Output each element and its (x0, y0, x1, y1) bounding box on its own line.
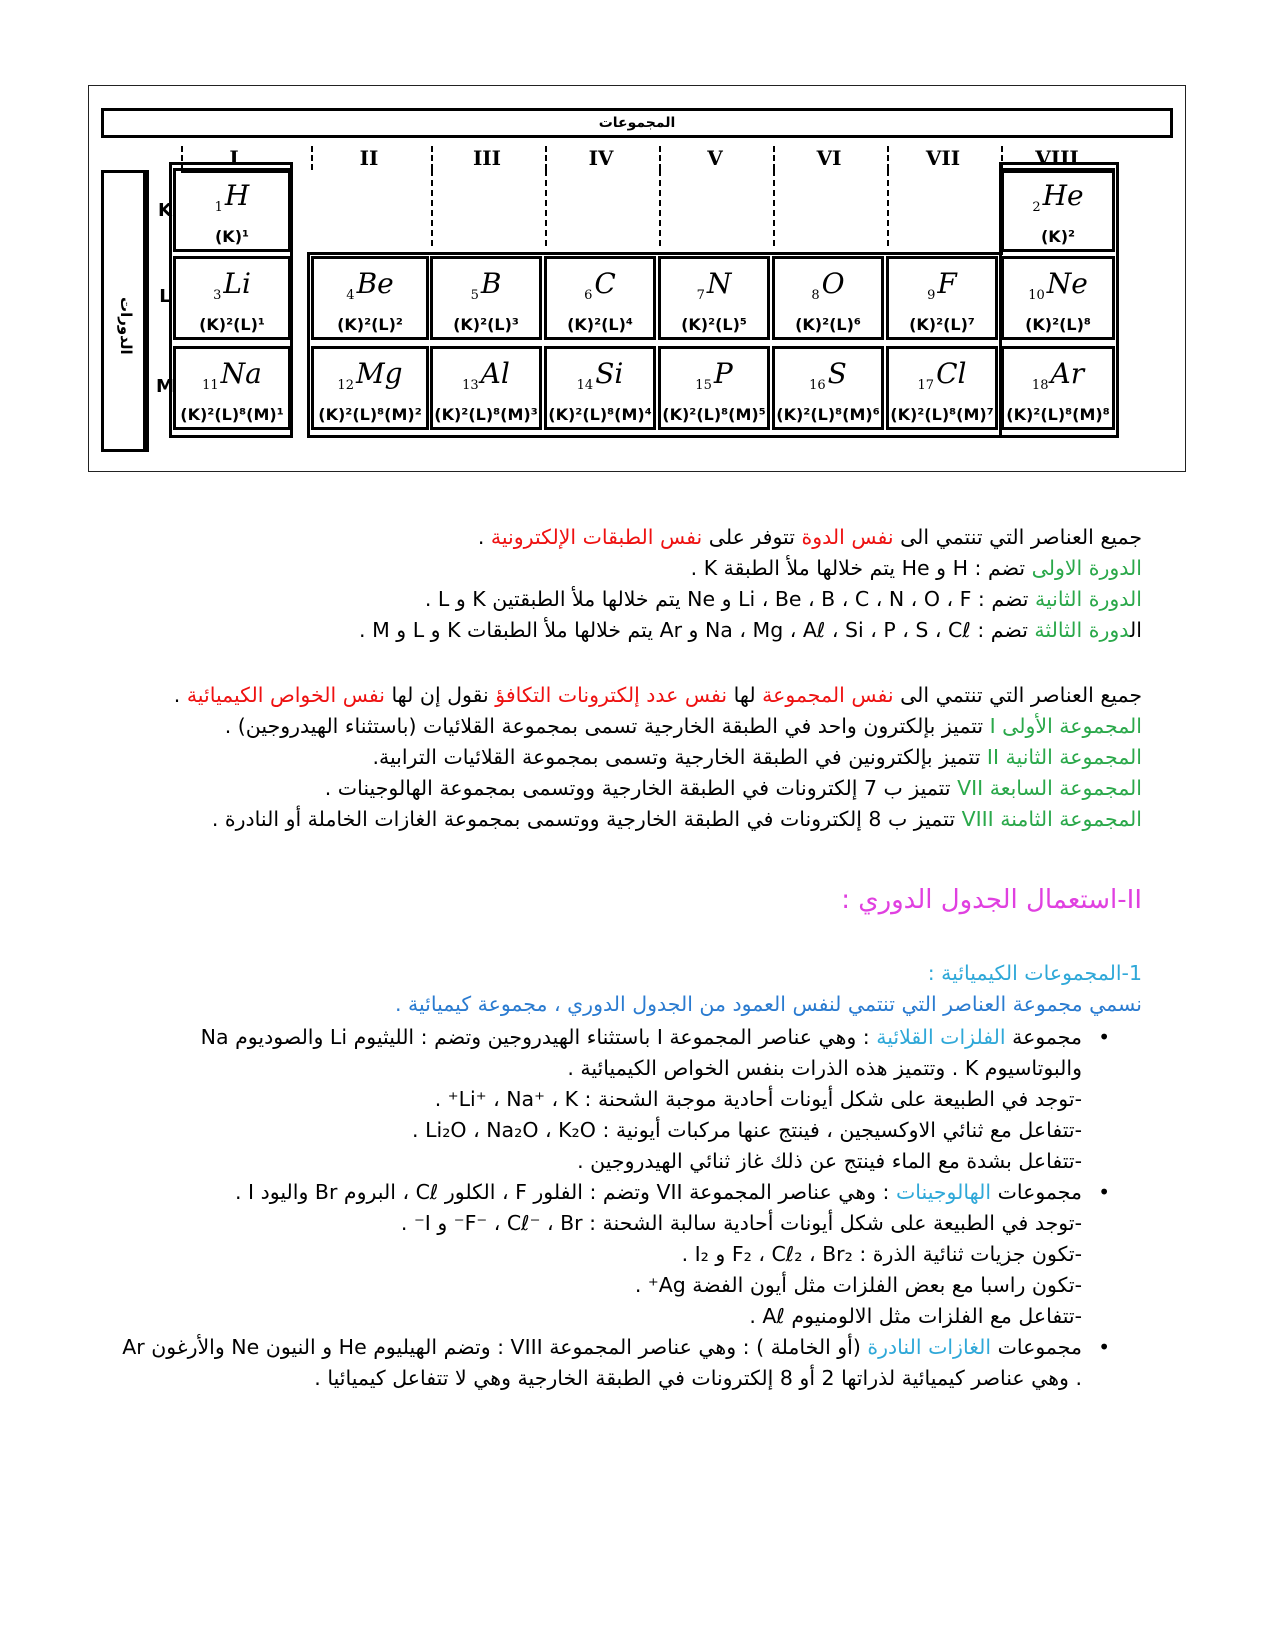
halogen-property: -توجد في الطبيعة على شكل أيونات أحادية سالبة الشحنة : F⁻ ، Cℓ⁻ ، Br⁻ و I⁻ . (400, 1211, 1082, 1235)
element-cell-be: $_4$Be (K)²(L)² (311, 256, 429, 340)
group-separator (545, 170, 547, 246)
groups-intro: جميع العناصر التي تنتمي الى نفس المجموعة لها نفس عدد إلكترونات التكافؤ نقول إن لها نفس الخواص الكيميائية . (173, 683, 1142, 707)
element-cell-s: $_{16}$S (K)²(L)⁸(M)⁶ (772, 346, 884, 430)
group-separator (431, 170, 433, 246)
shell-label-m: M (156, 376, 174, 397)
alkali-property: -تتفاعل بشدة مع الماء فينتج عن ذلك غاز ثنائي الهيدروجين . (577, 1149, 1082, 1173)
shell-column-line (146, 170, 149, 452)
element-cell-cl: $_{17}$Cl (K)²(L)⁸(M)⁷ (886, 346, 998, 430)
definition: نسمي مجموعة العناصر التي تنتمي لنفس العمود من الجدول الدوري ، مجموعة كيميائية . (394, 992, 1142, 1016)
group-separator (659, 170, 661, 246)
element-cell-al: $_{13}$Al (K)²(L)⁸(M)³ (430, 346, 542, 430)
list-item (112, 1177, 1082, 1332)
element-cell-p: $_{15}$P (K)²(L)⁸(M)⁵ (658, 346, 770, 430)
period-1-line: الدورة الاولى تضم : H و He يتم خلالها ملأ الطبقة K . (690, 556, 1142, 580)
element-cell-si: $_{14}$Si (K)²(L)⁸(M)⁴ (544, 346, 656, 430)
shell-label-k: K (158, 200, 172, 221)
element-cell-li: $_3$Li (K)²(L)¹ (173, 256, 291, 340)
element-cell-he: $_2$He (K)² (1001, 168, 1115, 252)
group-8-line: المجموعة الثامنة VIII تتميز ب 8 إلكترونات في الطبقة الخارجية ووتسمى بمجموعة الغازات الخاملة أو النادرة . (211, 807, 1142, 831)
element-cell-b: $_5$B (K)²(L)³ (430, 256, 542, 340)
group-label-6: VI (816, 146, 842, 170)
noble-gases-heading: • مجموعات الغازات النادرة (أو الخاملة ) : وهي عناصر المجموعة VIII : وتضم الهيليوم He و النيون Ne والأرغون Ar . وهي عناصر كيميائية لذراتها 2 أو 8 إلكترونات في الطبقة الخارجية وهي لا تتفاعل كيميائيا . (122, 1335, 1082, 1390)
halogen-property: -تتفاعل مع الفلزات مثل الالومنيوم Aℓ . (749, 1304, 1082, 1328)
group-7-line: المجموعة السابعة VII تتميز ب 7 إلكترونات في الطبقة الخارجية ووتسمى بمجموعة الهالوجينات . (324, 776, 1142, 800)
group-separator (545, 146, 547, 170)
bullets-section (112, 1022, 1112, 1394)
element-cell-ar: $_{18}$Ar (K)²(L)⁸(M)⁸ (1001, 346, 1115, 430)
period-3-line: الدورة الثالثة تضم : Na ، Mg ، Aℓ ، Si ، P ، S ، Cℓ و Ar يتم خلالها ملأ الطبقات K و L و M . (359, 618, 1142, 642)
element-cell-ne: $_{10}$Ne (K)²(L)⁸ (1001, 256, 1115, 340)
element-cell-n: $_7$N (K)²(L)⁵ (658, 256, 770, 340)
element-cell-c: $_6$C (K)²(L)⁴ (544, 256, 656, 340)
alkali-metals-heading: • مجموعة الفلزات القلائية : وهي عناصر المجموعة I باستثناء الهيدروجين وتضم : الليثيوم Li والصوديوم Na والبوتاسيوم K . وتتميز هذه الذرات بنفس الخواص الكيميائية . (200, 1025, 1082, 1080)
group-separator (311, 146, 313, 170)
sub-title: 1-المجموعات الكيميائية : (927, 961, 1142, 985)
group-separator (773, 170, 775, 246)
element-cell-mg: $_{12}$Mg (K)²(L)⁸(M)² (311, 346, 429, 430)
group-1-line: المجموعة الأولى I تتميز بإلكترون واحد في الطبقة الخارجية تسمى بمجموعة القلائيات (باستثناء الهيدروجين) . (224, 714, 1142, 738)
group-separator (887, 146, 889, 170)
group-label-4: IV (588, 146, 614, 170)
group-separator (887, 170, 889, 246)
group-label-1: I (229, 146, 239, 170)
list-item (112, 1022, 1082, 1177)
periods-section (112, 522, 1142, 646)
halogens-heading: • مجموعات الهالوجينات : وهي عناصر المجموعة VII وتضم : الفلور F ، الكلور Cℓ ، البروم Br واليود I . (235, 1180, 1082, 1204)
group-separator (773, 146, 775, 170)
groups-list (112, 1022, 1112, 1394)
group-label-7: VII (925, 146, 961, 170)
element-cell-na: $_{11}$Na (K)²(L)⁸(M)¹ (173, 346, 291, 430)
group-label-2: II (359, 146, 379, 170)
periods-label: الدورات (117, 297, 135, 355)
alkali-property: -تتفاعل مع ثنائي الاوكسيجين ، فينتج عنها مركبات أيونية : Li₂O ، Na₂O ، K₂O . (412, 1118, 1082, 1142)
group-separator (659, 146, 661, 170)
alkali-property: -توجد في الطبيعة على شكل أيونات أحادية موجبة الشحنة : Li⁺ ، Na⁺ ، K⁺ . (434, 1087, 1082, 1111)
periodic-table-figure (88, 85, 1186, 472)
shell-label-l: L (159, 286, 171, 307)
groups-section (112, 680, 1142, 835)
halogen-property: -تكون جزيات ثنائية الذرة : F₂ ، Cℓ₂ ، Br₂ و I₂ . (681, 1242, 1082, 1266)
groups-header: المجموعات (101, 108, 1173, 138)
period-2-line: الدورة الثانية تضم : Li ، Be ، B ، C ، N ، O ، F و Ne يتم خلالها ملأ الطبقتين K و L . (424, 587, 1142, 611)
group-2-line: المجموعة الثانية II تتميز بإلكترونين في الطبقة الخارجية وتسمى بمجموعة القلائيات الترابية. (372, 745, 1142, 769)
halogen-property: -تكون راسبا مع بعض الفلزات مثل أيون الفضة Ag⁺ . (634, 1273, 1082, 1297)
periods-intro: جميع العناصر التي تنتمي الى نفس الدوة تتوفر على نفس الطبقات الإلكترونية . (477, 525, 1142, 549)
element-cell-f: $_9$F (K)²(L)⁷ (886, 256, 998, 340)
group-separator (431, 146, 433, 170)
group-label-8: VIII (1035, 146, 1079, 170)
chemical-groups-section (112, 958, 1142, 1020)
list-item (112, 1332, 1082, 1394)
element-cell-h: $_1$H (K)¹ (173, 168, 291, 252)
section-title: II-استعمال الجدول الدوري : (841, 885, 1142, 915)
element-cell-o: $_8$O (K)²(L)⁶ (772, 256, 884, 340)
group-label-3: III (472, 146, 502, 170)
group-label-5: V (707, 146, 723, 170)
